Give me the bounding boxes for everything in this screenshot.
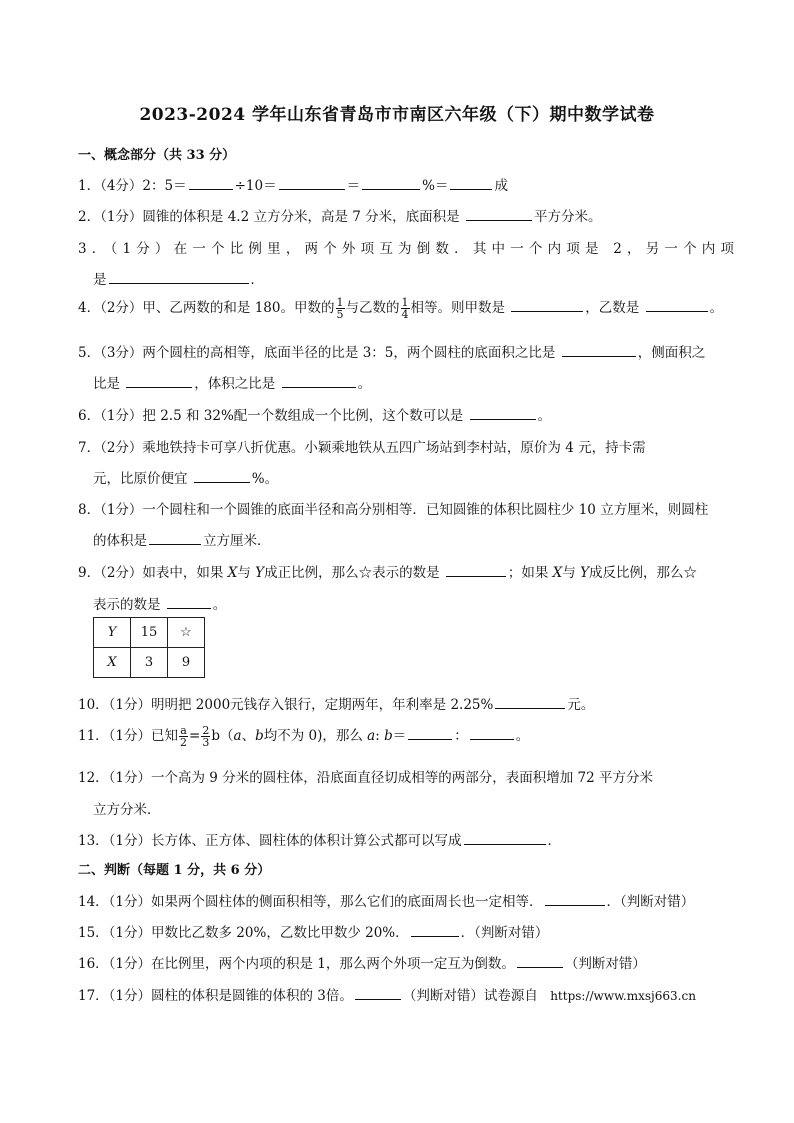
question-4: 4．（2分）甲、乙两数的和是 180。甲数的 $\frac{1}{5}$ 与乙数的 $\frac{1}{4}$ 相等。则甲数是 ，乙数是 。: [78, 296, 724, 321]
answer-blank[interactable]: [126, 374, 192, 388]
question-16: 16．（1分）在比例里，两个内项的积是 1，那么两个外项一定互为倒数。 （判断对错）: [78, 956, 646, 972]
answer-blank[interactable]: [562, 343, 636, 357]
table-cell: 15: [131, 618, 168, 648]
table-cell: 9: [168, 648, 205, 678]
question-17: 17．（1分）圆柱的体积是圆锥的体积的 3倍。 （判断对错）试卷源自 https://www.mxsj663.cn: [78, 988, 696, 1004]
source-url[interactable]: https://www.mxsj663.cn: [550, 989, 696, 1003]
answer-blank[interactable]: [149, 531, 201, 545]
section-heading-judgment: 二、判断（每题 1 分，共 6 分）: [78, 863, 271, 878]
question-12-continued: 立方分米．: [93, 802, 161, 818]
table-cell: X: [94, 648, 131, 678]
answer-blank[interactable]: [545, 892, 605, 906]
answer-blank[interactable]: [495, 695, 565, 709]
answer-blank[interactable]: [466, 207, 532, 221]
fraction: $\frac{1}{4}$: [401, 296, 409, 321]
question-13: 13．（1分）长方体、正方体、圆柱体的体积计算公式都可以写成 ．: [78, 833, 562, 849]
answer-blank[interactable]: [408, 726, 452, 740]
exam-title: 2023-2024 学年山东省青岛市市南区六年级（下）期中数学试卷: [139, 105, 655, 125]
question-7: 7．（2分）乘地铁持卡可享八折优惠。小颖乘地铁从五四广场站到李村站，原价为 4 元，持卡需: [78, 440, 646, 456]
section-heading-concepts: 一、概念部分（共 33 分）: [78, 148, 236, 163]
answer-blank[interactable]: [411, 923, 459, 937]
question-6: 6．（1分）把 2.5 和 32%配一个数组成一个比例，这个数可以是 。: [78, 408, 552, 424]
table-cell: ☆: [168, 618, 205, 648]
question-5-continued: 比是 ，体积之比是 。: [93, 376, 372, 392]
question-9-continued: 表示的数是 。: [93, 597, 227, 613]
answer-blank[interactable]: [189, 176, 233, 190]
answer-blank[interactable]: [279, 176, 345, 190]
question-7-continued: 元，比原价便宜 %。: [93, 471, 279, 487]
answer-blank[interactable]: [362, 176, 420, 190]
fraction: $\frac{2}{3}$: [202, 724, 210, 749]
answer-blank[interactable]: [511, 298, 583, 312]
answer-blank[interactable]: [194, 469, 250, 483]
question-9: 9．（2分）如表中，如果 X与 Y成正比例，那么☆表示的数是 ；如果 X与 Y成反比例，那么☆: [78, 565, 698, 581]
question-3: 3．（1分）在一个比例里，两个外项互为倒数．其中一个内项是 2，另一个内项: [78, 241, 740, 257]
answer-blank[interactable]: [470, 726, 514, 740]
fraction: $\frac{1}{5}$: [336, 296, 344, 321]
answer-blank[interactable]: [450, 176, 492, 190]
question-14: 14．（1分）如果两个圆柱体的侧面积相等，那么它们的底面周长也一定相等． ．（判断对错）: [78, 894, 695, 910]
xy-table: [93, 617, 205, 678]
answer-blank[interactable]: [470, 406, 536, 420]
question-5: 5．（3分）两个圆柱的高相等，底面半径的比是 3：5，两个圆柱的底面积之比是 ，侧面积之: [78, 345, 706, 361]
question-10: 10．（1分）明明把 2000元钱存入银行，定期两年，年利率是 2.25% 元。: [78, 697, 595, 713]
table-cell: 3: [131, 648, 168, 678]
answer-blank[interactable]: [446, 563, 506, 577]
table-row: [94, 648, 205, 678]
question-8: 8．（1分）一个圆柱和一个圆锥的底面半径和高分别相等．已知圆锥的体积比圆柱少 10 立方厘米，则圆柱: [78, 502, 709, 518]
question-2: 2．（1分）圆锥的体积是 4.2 立方分米，高是 7 分米，底面积是 平方分米。: [78, 209, 602, 225]
question-3-continued: 是 ．: [93, 272, 264, 288]
fraction: $\frac{a}{2}$: [180, 724, 188, 749]
answer-blank[interactable]: [517, 954, 563, 968]
answer-blank[interactable]: [355, 986, 401, 1000]
answer-blank[interactable]: [167, 595, 211, 609]
answer-blank[interactable]: [646, 298, 708, 312]
question-8-continued: 的体积是 立方厘米．: [93, 533, 271, 549]
question-1: 1．（4分）2：5＝ ÷10＝ ＝ %＝ 成: [78, 178, 508, 194]
answer-blank[interactable]: [109, 270, 249, 284]
table-cell: Y: [94, 618, 131, 648]
answer-blank[interactable]: [282, 374, 356, 388]
question-11: 11．（1分）已知 $\frac{a}{2}$ = $\frac{2}{3}$ b（a、b均不为 0)，那么 a: b＝ ： 。: [78, 724, 530, 749]
table-row: [94, 618, 205, 648]
answer-blank[interactable]: [464, 831, 546, 845]
question-12: 12．（1分）一个高为 9 分米的圆柱体，沿底面直径切成相等的两部分，表面积增加 72 平方分米: [78, 770, 653, 786]
question-15: 15．（1分）甲数比乙数多 20%，乙数比甲数少 20%． ．（判断对错）: [78, 925, 549, 941]
